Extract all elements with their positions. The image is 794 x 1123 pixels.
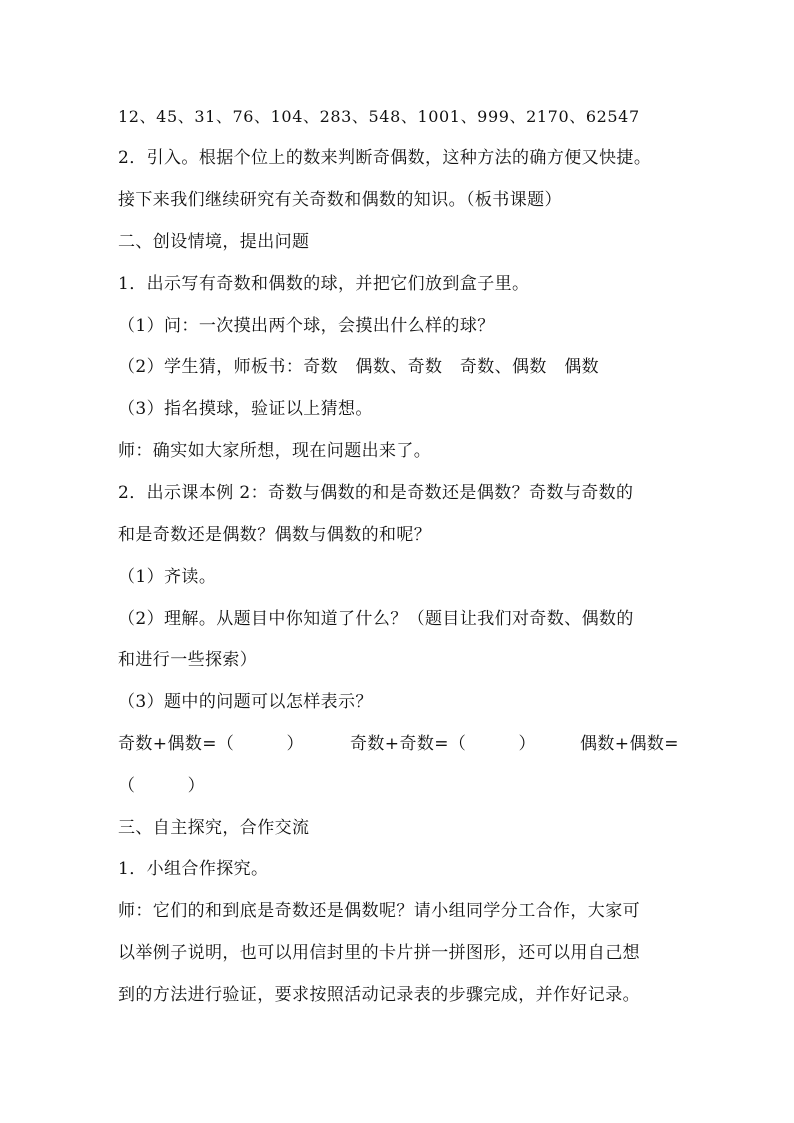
even-plus-even-expression: 偶数+偶数= <box>580 734 679 754</box>
read-aloud-line: （1）齐读。 <box>118 567 217 587</box>
step-1-line: 1．出示写有奇数和偶数的球，并把它们放到盒子里。 <box>118 274 530 294</box>
representation-question-line: （3）题中的问题可以怎样表示？ <box>118 692 373 712</box>
example-continuation-line: 和是奇数还是偶数？偶数与偶数的和呢？ <box>118 525 432 545</box>
section-heading-3: 三、自主探究，合作交流 <box>118 818 310 838</box>
section-heading-2: 二、创设情境，提出问题 <box>118 232 310 252</box>
teacher-instruction-continuation-line: 以举例子说明，也可以用信封里的卡片拼一拼图形，还可以用自己想 <box>118 943 640 963</box>
substep-3-line: （3）指名摸球，验证以上猜想。 <box>118 399 373 419</box>
odd-plus-odd-expression: 奇数+奇数=（ ） <box>350 734 536 754</box>
intro-continuation-line: 接下来我们继续研究有关奇数和偶数的知识。（板书课题） <box>118 190 562 210</box>
substep-2-line: （2）学生猜，师板书：奇数 偶数、奇数 奇数、偶数 偶数 <box>118 357 600 377</box>
understanding-continuation-line: 和进行一些探索） <box>118 650 258 670</box>
example-line: 2．出示课本例 2：奇数与偶数的和是奇数还是偶数？奇数与奇数的 <box>118 483 634 503</box>
number-list-line: 12、45、31、76、104、283、548、1001、999、2170、62547 <box>118 107 640 126</box>
teacher-instruction-final-line: 到的方法进行验证，要求按照活动记录表的步骤完成，并作好记录。 <box>118 985 640 1005</box>
odd-plus-even-expression: 奇数+偶数=（ ） <box>118 734 304 754</box>
substep-1-line: （1）问：一次摸出两个球，会摸出什么样的球？ <box>118 316 495 336</box>
group-inquiry-line: 1．小组合作探究。 <box>118 859 269 879</box>
teacher-line: 师：确实如大家所想，现在问题出来了。 <box>118 441 432 461</box>
understanding-line: （2）理解。从题目中你知道了什么？（题目让我们对奇数、偶数的 <box>118 609 634 629</box>
teacher-instruction-line: 师：它们的和到底是奇数还是偶数呢？请小组同学分工合作，大家可 <box>118 901 640 921</box>
answer-blank-line: （ ） <box>118 776 205 796</box>
intro-line: 2．引入。根据个位上的数来判断奇偶数，这种方法的确方便又快捷。 <box>118 148 652 168</box>
